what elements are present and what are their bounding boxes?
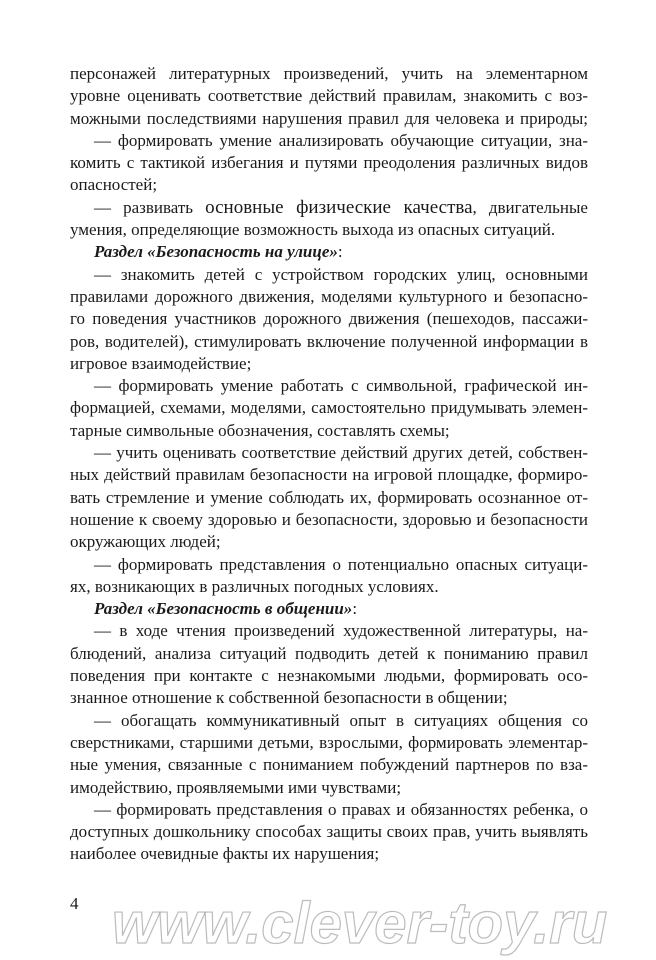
text-line: опасностей; [70,175,158,195]
text-line: уровне оценивать соответствие действий правилам, знакомить с воз- [70,86,588,106]
text-span: Раздел «Безопасность на улице» [94,242,338,262]
text-line: формацией, схемами, моделями, самостоятельно придумывать элемен- [70,398,588,418]
section-heading [70,241,588,263]
text-line: — знакомить детей с устройством городских улиц, основными [94,264,588,284]
text-line: правилами дорожного движения, моделями культурного и безопасно- [70,286,588,306]
text-line: — учить оценивать соответствие действий других детей, собствен- [94,443,588,463]
text-line: игровое взаимодействие; [70,353,252,373]
text-line: комить с тактикой избегания и путями преодоления различных видов [70,153,588,173]
section-heading [70,598,588,620]
text-line: — в ходе чтения произведений художественной литературы, на- [94,621,588,641]
text-line: сверстниками, старшими детьми, взрослыми, формировать элементар- [70,732,588,752]
text-line: наиболее очевидные факты их нарушения; [70,844,380,864]
text-span: основные физические качества [205,196,473,218]
text-line: ях, возникающих в различных погодных условиях. [70,576,439,596]
text-line: имодействию, проявляемыми ими чувствами; [70,777,402,797]
text-line: блюдений, анализа ситуаций подводить детей к пониманию правил [70,643,588,663]
text-line: знанное отношение к собственной безопасности в общении; [70,688,508,708]
text-span: Раздел «Безопасность в общении» [94,599,353,619]
page-body [70,63,588,866]
text-line: — формировать представления о правах и обязанностях ребенка, о [94,799,588,819]
watermark: www.clever-toy.ru [112,891,608,956]
text-line: доступных дошкольнику способах защиты своих прав, учить выявлять [70,822,588,842]
text-line: ных действий правилам безопасности на игровой площадке, формиро- [70,465,588,485]
text-line: ные умения, связанные с пониманием побуждений партнеров по вза- [70,755,588,775]
text-line: персонажей литературных произведений, учить на элементарном [70,64,588,83]
text-line: умения, определяющие возможность выхода из опасных ситуаций. [70,220,556,240]
text-line: — формировать умение работать с символьной, графической ин- [94,376,588,396]
text-span: : [337,242,343,262]
text-line: можными последствиями нарушения правил для человека и природы; [70,108,588,128]
text-span: — развивать [94,197,206,217]
text-line: ров, водителей), стимулировать включение полученной информации в [70,331,588,351]
text-line [70,197,588,219]
text-line: — формировать умение анализировать обучающие ситуации, зна- [94,130,588,150]
text-line: ношение к своему здоровью и безопасности, здоровью и безопасности [70,509,588,529]
text-span: , двигательные [472,197,588,217]
text-line: окружающих людей; [70,532,221,552]
text-line: тарные символьные обозначения, составлять схемы; [70,420,450,440]
text-line: — формировать представления о потенциально опасных ситуаци- [94,554,588,574]
text-line: поведения при контакте с незнакомыми людьми, формировать осо- [70,666,588,686]
text-line: — обогащать коммуникативный опыт в ситуациях общения со [94,710,588,730]
text-span: : [352,599,358,619]
text-line: вать стремление и умение соблюдать их, формировать осознанное от- [70,487,588,507]
page-number: 4 [70,894,79,913]
text-line: го поведения участников дорожного движения (пешеходов, пассажи- [70,309,588,329]
